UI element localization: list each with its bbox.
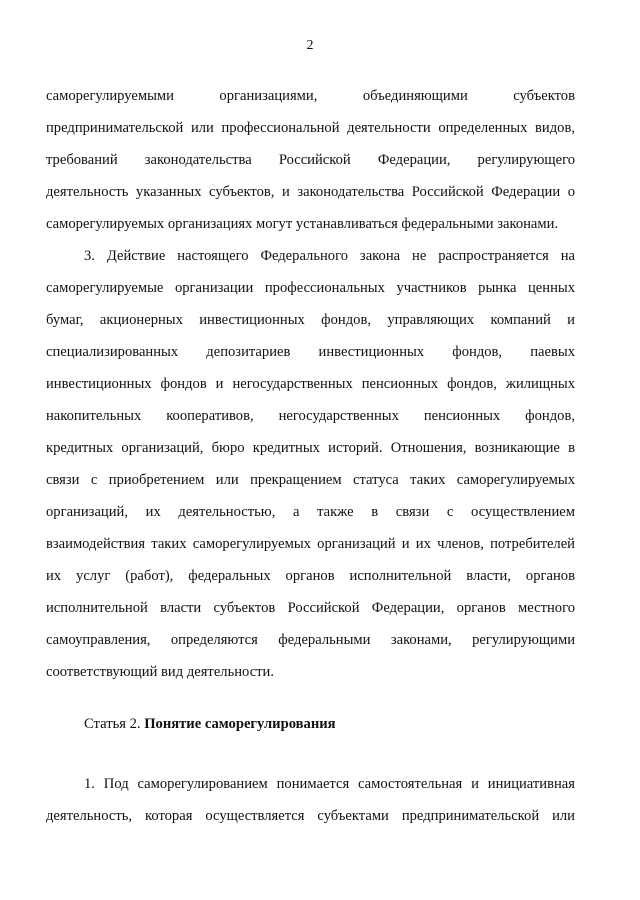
article-number: Статья 2. xyxy=(84,716,145,732)
paragraph-2-line-1: 3. Действие настоящего Федерального закона не распространяется на xyxy=(84,248,575,264)
paragraph-2-line-7: кредитных организаций, бюро кредитных историй. Отношения, возникающие в xyxy=(46,440,575,456)
paragraph-1-line-4: деятельность указанных субъектов, и законодательства Российской Федерации о xyxy=(46,184,575,200)
paragraph-1-line-2: предпринимательской или профессиональной деятельности определенных видов, xyxy=(46,120,575,136)
paragraph-2-line-12: исполнительной власти субъектов Российской Федерации, органов местного xyxy=(46,600,575,616)
paragraph-1-line-3: требований законодательства Российской Федерации, регулирующего xyxy=(46,152,575,168)
paragraph-2-line-6: накопительных кооперативов, негосударственных пенсионных фондов, xyxy=(46,408,575,424)
paragraph-3-line-1: 1. Под саморегулированием понимается самостоятельная и инициативная xyxy=(84,776,575,792)
page-number: 2 xyxy=(306,38,314,53)
paragraph-2-line-4: специализированных депозитариев инвестиционных фондов, паевых xyxy=(46,344,575,360)
paragraph-2-line-10: взаимодействия таких саморегулируемых организаций и их членов, потребителей xyxy=(46,536,575,552)
paragraph-2-line-2: саморегулируемые организации профессиональных участников рынка ценных xyxy=(46,280,575,296)
paragraph-1-line-1: саморегулируемыми организациями, объединяющими субъектов xyxy=(46,88,575,104)
paragraph-2-line-14: соответствующий вид деятельности. xyxy=(46,664,275,680)
article-title: Понятие саморегулирования xyxy=(144,716,336,732)
paragraph-3-line-2: деятельность, которая осуществляется субъектами предпринимательской или xyxy=(46,808,575,824)
article-heading xyxy=(84,714,575,734)
paragraph-2-line-8: связи с приобретением или прекращением статуса таких саморегулируемых xyxy=(46,472,575,488)
paragraph-1-line-5: саморегулируемых организациях могут устанавливаться федеральными законами. xyxy=(46,216,559,232)
paragraph-2-line-11: их услуг (работ), федеральных органов исполнительной власти, органов xyxy=(46,568,575,584)
paragraph-2-line-13: самоуправления, определяются федеральными законами, регулирующими xyxy=(46,632,575,648)
paragraph-2-line-9: организаций, их деятельностью, а также в связи с осуществлением xyxy=(46,504,575,520)
paragraph-2-line-3: бумаг, акционерных инвестиционных фондов, управляющих компаний и xyxy=(46,312,575,328)
paragraph-2-line-5: инвестиционных фондов и негосударственных пенсионных фондов, жилищных xyxy=(46,376,575,392)
